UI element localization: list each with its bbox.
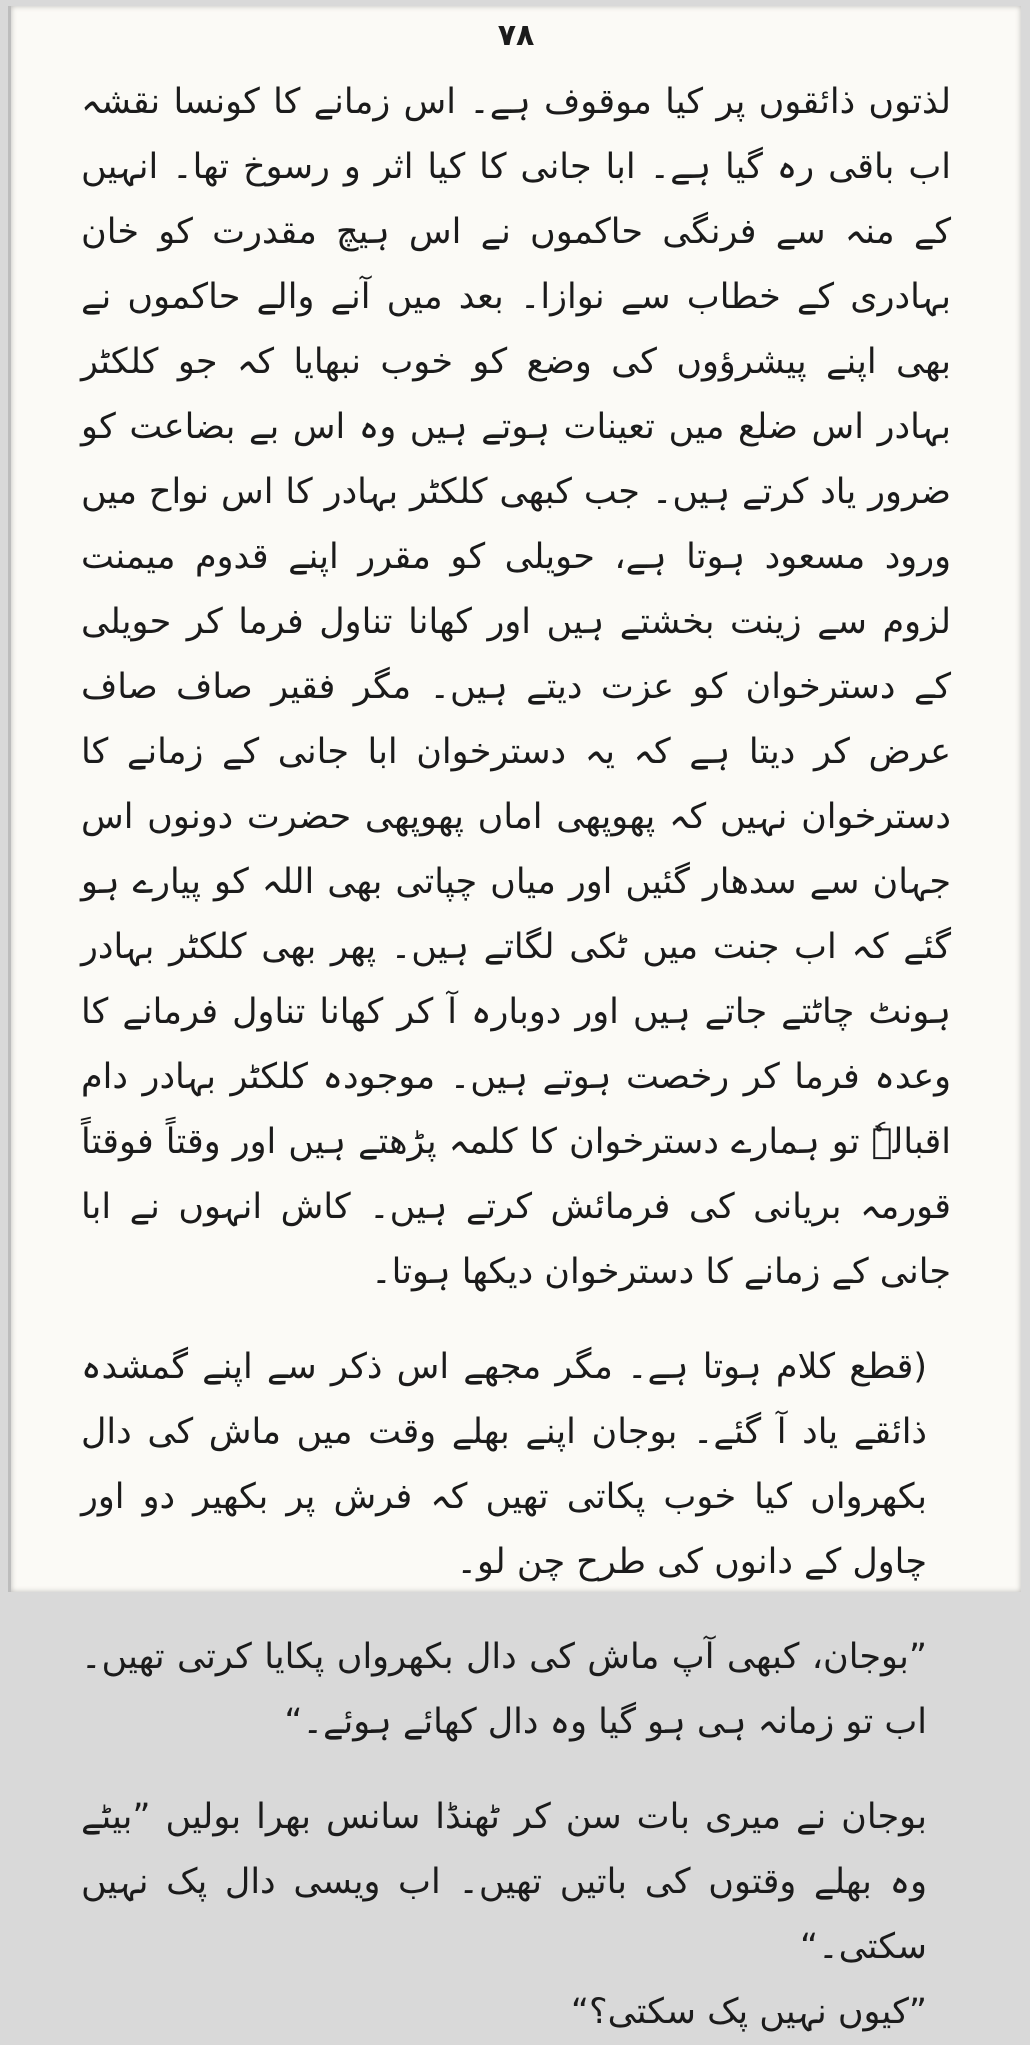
- page-text: [81, 70, 951, 2045]
- paragraph-3: ”بوجان، کبھی آپ ماش کی دال بکھرواں پکایا کرتی تھیں۔ اب تو زمانہ ہی ہو گیا وہ دال کھائے ہوئے۔“: [81, 1637, 927, 1742]
- page-number: ۷۸: [497, 18, 535, 53]
- paragraph-1: لذتوں ذائقوں پر کیا موقوف ہے۔ اس زمانے کا کونسا نقشہ اب باقی رہ گیا ہے۔ ابا جانی کا کیا اثر و رسوخ تھا۔ انہیں کے منہ سے فرنگی حاکموں نے اس ہیچ مقدرت کو خان بہادری کے خطاب سے نوازا۔ بعد میں آنے والے حاکموں نے بھی اپنے پیشرؤوں کی وضع کو خوب نبھایا کہ جو کلکٹر بہادر اس ضلع میں تعینات ہوتے ہیں وہ اس بے بضاعت کو ضرور یاد کرتے ہیں۔ جب کبھی کلکٹر بہادر کا اس نواح میں ورود مسعود ہوتا ہے، حویلی کو مقرر اپنے قدوم میمنت لزوم سے زینت بخشتے ہیں اور کھانا تناول فرما کر حویلی کے دسترخوان کو عزت دیتے ہیں۔ مگر فقیر صاف صاف عرض کر دیتا ہے کہ یہ دسترخوان ابا جانی کے زمانے کا دسترخوان نہیں کہ پھوپھی اماں پھوپھی حضرت دونوں اس جہان سے سدھار گئیں اور میاں چپاتی بھی اللہ کو پیارے ہو گئے کہ اب جنت میں ٹکی لگاتے ہیں۔ پھر بھی کلکٹر بہادر ہونٹ چاٹتے جاتے ہیں اور دوبارہ آ کر کھانا تناول فرمانے کا وعدہ فرما کر رخصت ہوتے ہیں۔ موجودہ کلکٹر بہادر دام اقبالہٗ تو ہمارے دسترخوان کا کلمہ پڑھتے ہیں اور وقتاً فوقتاً قورمہ بریانی کی فرمائش کرتے ہیں۔ کاش انہوں نے ابا جانی کے زمانے کا دسترخوان دیکھا ہوتا۔: [81, 82, 951, 1292]
- book-page: [8, 6, 1021, 2032]
- paragraph-5: ”کیوں نہیں پک سکتی؟“: [570, 1992, 927, 2032]
- paragraph-2: (قطع کلام ہوتا ہے۔ مگر مجھے اس ذکر سے اپنے گمشدہ ذائقے یاد آ گئے۔ بوجان اپنے بھلے وقت میں ماش کی دال بکھرواں کیا خوب پکاتی تھیں کہ فرش پر بکھیر دو اور چاول کے دانوں کی طرح چن لو۔: [81, 1347, 927, 1582]
- paragraph-4: بوجان نے میری بات سن کر ٹھنڈا سانس بھرا بولیں ”بیٹے وہ بھلے وقتوں کی باتیں تھیں۔ اب ویسی دال پک نہیں سکتی۔“: [81, 1797, 927, 1967]
